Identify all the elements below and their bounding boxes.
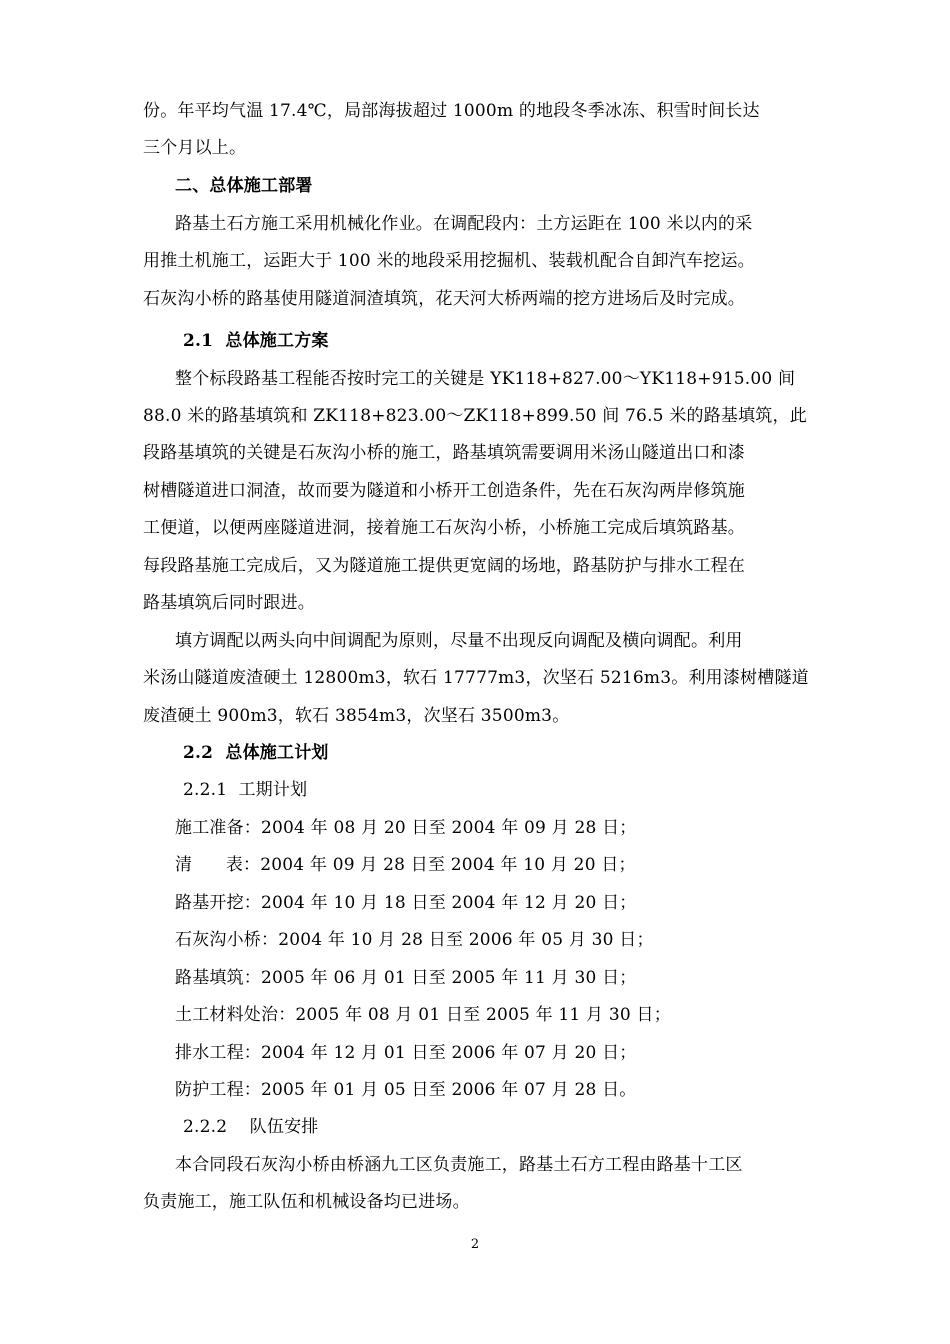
paragraph-line: 石灰沟小桥的路基使用隧道洞渣填筑，花天河大桥两端的挖方进场后及时完成。 xyxy=(143,289,745,309)
schedule-item: 路基开挖：2004 年 10 月 18 日至 2004 年 12 月 20 日； xyxy=(175,893,637,913)
sub-subsection-heading: 2.2.1 工期计划 xyxy=(183,780,308,800)
paragraph-line: 用推土机施工，运距大于 100 米的地段采用挖掘机、装载机配合自卸汽车挖运。 xyxy=(143,251,755,271)
subsection-heading: 2.2 总体施工计划 xyxy=(183,743,329,763)
schedule-item: 路基填筑：2005 年 06 月 01 日至 2005 年 11 月 30 日； xyxy=(175,968,637,988)
paragraph-line: 填方调配以两头向中间调配为原则，尽量不出现反向调配及横向调配。利用 xyxy=(175,631,743,651)
paragraph-line: 每段路基施工完成后，又为隧道施工提供更宽阔的场地，路基防护与排水工程在 xyxy=(143,556,745,576)
sub-subsection-heading: 2.2.2 队伍安排 xyxy=(183,1117,319,1137)
paragraph-line: 废渣硬土 900m3，软石 3854m3，次坚石 3500m3。 xyxy=(143,706,570,726)
paragraph-line: 份。年平均气温 17.4℃，局部海拔超过 1000m 的地段冬季冰冻、积雪时间长达 xyxy=(143,101,760,121)
schedule-item: 排水工程：2004 年 12 月 01 日至 2006 年 07 月 20 日； xyxy=(175,1043,637,1063)
schedule-item: 土工材料处治：2005 年 08 月 01 日至 2005 年 11 月 30 日； xyxy=(175,1005,671,1025)
paragraph-line: 段路基填筑的关键是石灰沟小桥的施工，路基填筑需要调用米汤山隧道出口和漆 xyxy=(143,443,745,463)
schedule-item: 施工准备：2004 年 08 月 20 日至 2004 年 09 月 28 日； xyxy=(175,818,637,838)
paragraph-line: 三个月以上。 xyxy=(143,138,247,158)
paragraph-line: 树槽隧道进口洞渣，故而要为隧道和小桥开工创造条件，先在石灰沟两岸修筑施 xyxy=(143,481,745,501)
paragraph-line: 88.0 米的路基填筑和 ZK118+823.00～ZK118+899.50 间 76.5 米的路基填筑，此 xyxy=(143,406,807,426)
paragraph-line: 工便道，以便两座隧道进洞，接着施工石灰沟小桥，小桥施工完成后填筑路基。 xyxy=(143,518,745,538)
paragraph-line: 路基土石方施工采用机械化作业。在调配段内：土方运距在 100 米以内的采 xyxy=(175,214,753,234)
page-number: 2 xyxy=(470,1237,480,1252)
paragraph-line: 负责施工，施工队伍和机械设备均已进场。 xyxy=(143,1192,470,1212)
paragraph-line: 米汤山隧道废渣硬土 12800m3，软石 17777m3，次坚石 5216m3。利用漆树槽隧道 xyxy=(143,668,809,688)
paragraph-line: 本合同段石灰沟小桥由桥涵九工区负责施工，路基土石方工程由路基十工区 xyxy=(175,1155,743,1175)
subsection-heading: 2.1 总体施工方案 xyxy=(183,331,329,351)
paragraph-line: 整个标段路基工程能否按时完工的关键是 YK118+827.00～YK118+915.00 间 xyxy=(175,369,796,389)
schedule-item: 清 表：2004 年 09 月 28 日至 2004 年 10 月 20 日； xyxy=(175,855,636,875)
schedule-item: 石灰沟小桥：2004 年 10 月 28 日至 2006 年 05 月 30 日； xyxy=(175,930,654,950)
paragraph-line: 路基填筑后同时跟进。 xyxy=(143,593,315,613)
schedule-item: 防护工程：2005 年 01 月 05 日至 2006 年 07 月 28 日。 xyxy=(175,1080,637,1100)
section-heading: 二、总体施工部署 xyxy=(175,176,313,196)
